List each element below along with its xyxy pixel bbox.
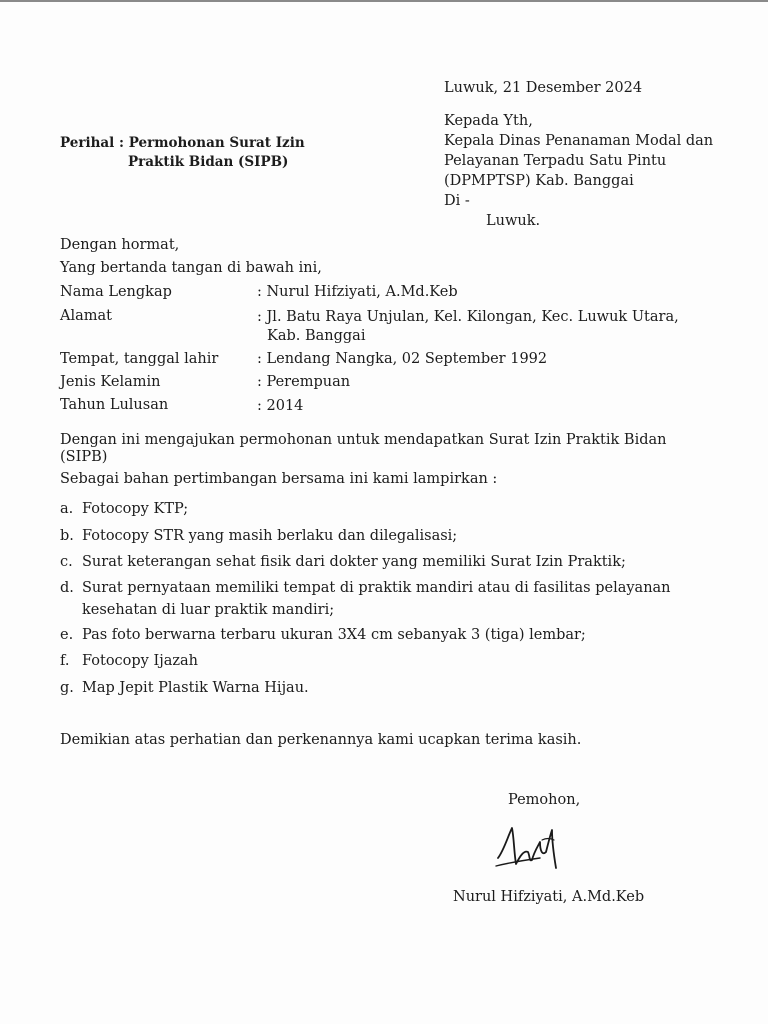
field-label: Tahun Lulusan bbox=[60, 397, 169, 413]
recipient-line: (DPMPTSP) Kab. Banggai bbox=[444, 173, 634, 189]
top-border bbox=[0, 0, 768, 2]
place-date: Luwuk, 21 Desember 2024 bbox=[444, 80, 643, 96]
recipient-line: Luwuk. bbox=[486, 213, 541, 229]
request-text-continuation: (SIPB) bbox=[60, 449, 108, 465]
attachment-item bbox=[60, 576, 671, 600]
closing-text: Demikian atas perhatian dan perkenannya kami ucapkan terima kasih. bbox=[60, 732, 582, 748]
attachment-letter: b. bbox=[60, 528, 74, 544]
recipient-line: Di - bbox=[444, 193, 470, 209]
field-label: Jenis Kelamin bbox=[60, 374, 161, 390]
recipient-line: Kepala Dinas Penanaman Modal dan bbox=[444, 133, 714, 149]
attachment-letter: e. bbox=[60, 627, 74, 643]
greeting: Dengan hormat, bbox=[60, 237, 180, 253]
attachment-intro: Sebagai bahan pertimbangan bersama ini kami lampirkan : bbox=[60, 471, 498, 487]
attachment-item bbox=[60, 676, 309, 700]
field-label: Nama Lengkap bbox=[60, 284, 172, 300]
recipient-line: Kepada Yth, bbox=[444, 113, 533, 129]
attachment-letter: f. bbox=[60, 653, 70, 669]
attachment-text: Pas foto berwarna terbaru ukuran 3X4 cm sebanyak 3 (tiga) lembar; bbox=[82, 627, 586, 643]
subject-label: Perihal : bbox=[60, 135, 124, 151]
attachment-letter: d. bbox=[60, 580, 74, 596]
field-value: : Nurul Hifziyati, A.Md.Keb bbox=[257, 284, 458, 300]
field-value: : 2014 bbox=[257, 398, 304, 414]
recipient-line: Pelayanan Terpadu Satu Pintu bbox=[444, 153, 667, 169]
sign-name: Nurul Hifziyati, A.Md.Keb bbox=[453, 889, 645, 905]
attachment-text: Map Jepit Plastik Warna Hijau. bbox=[82, 680, 309, 696]
attachment-letter: a. bbox=[60, 501, 74, 517]
subject-line-1 bbox=[60, 134, 305, 152]
attachment-item bbox=[60, 649, 198, 673]
attachment-text: Fotocopy Ijazah bbox=[82, 653, 198, 669]
signature-icon bbox=[492, 822, 572, 874]
recipient-block bbox=[444, 111, 713, 231]
field-label: Alamat bbox=[60, 308, 112, 324]
request-text: Dengan ini mengajukan permohonan untuk mendapatkan Surat Izin Praktik Bidan bbox=[60, 432, 667, 448]
attachment-item bbox=[60, 497, 188, 521]
attachment-letter: g. bbox=[60, 680, 74, 696]
attachment-letter: c. bbox=[60, 554, 73, 570]
attachment-item bbox=[60, 550, 626, 574]
attachment-text: Surat pernyataan memiliki tempat di praktik mandiri atau di fasilitas pelayanan bbox=[82, 580, 671, 596]
field-value: : Lendang Nangka, 02 September 1992 bbox=[257, 351, 548, 367]
attachment-text-continuation: kesehatan di luar praktik mandiri; bbox=[82, 602, 335, 618]
attachment-item bbox=[60, 524, 457, 548]
sign-title: Pemohon, bbox=[508, 792, 581, 808]
field-label: Tempat, tanggal lahir bbox=[60, 351, 219, 367]
attachment-item bbox=[60, 623, 586, 647]
subject-line-2: Praktik Bidan (SIPB) bbox=[128, 154, 289, 170]
subject-text: Permohonan Surat Izin bbox=[128, 135, 305, 151]
attachment-text: Surat keterangan sehat fisik dari dokter yang memiliki Surat Izin Praktik; bbox=[82, 554, 626, 570]
field-value-continuation: Kab. Banggai bbox=[267, 328, 366, 344]
attachment-text: Fotocopy KTP; bbox=[82, 501, 189, 517]
intro-text: Yang bertanda tangan di bawah ini, bbox=[60, 260, 322, 276]
attachment-text: Fotocopy STR yang masih berlaku dan dilegalisasi; bbox=[82, 528, 458, 544]
field-value: : Jl. Batu Raya Unjulan, Kel. Kilongan, Kec. Luwuk Utara, bbox=[257, 309, 679, 325]
field-value: : Perempuan bbox=[257, 374, 351, 390]
